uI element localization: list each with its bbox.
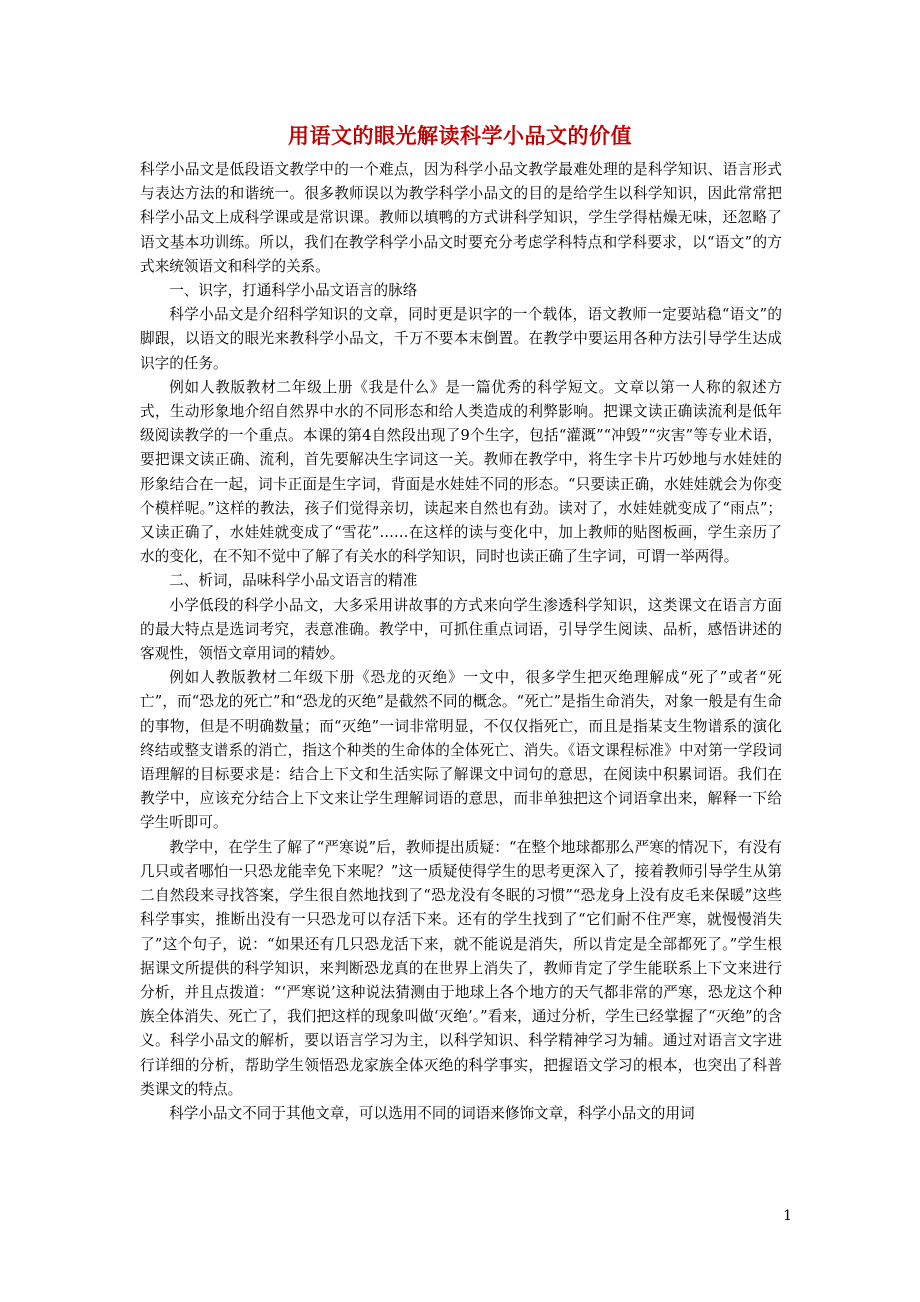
document-title: 用语文的眼光解读科学小品文的价值 <box>288 123 632 148</box>
section-heading-word-analysis: 二、析词，品味科学小品文语言的精准 <box>169 572 418 590</box>
intro-paragraph: 科学小品文是低段语文教学中的一个难点，因为科学小品文教学最难处理的是科学知识、语言形式与表达方法的和谐统一。很多教师误以为教学科学小品文的目的是给学生以科学知识，因此常常把科学小品文上成科学课或是常识课。教师以填鸭的方式讲科学知识，学生学得枯燥无味，还忽略了语文基本功训练。所以，我们在教学科学小品文时要充分考虑学科特点和学科要求，以“语文”的方式来统领语文和科学的关系。 <box>140 161 782 275</box>
body-paragraph: 科学小品文是介绍科学知识的文章，同时更是识字的一个载体，语文教师一定要站稳“语文”的脚跟，以语文的眼光来教科学小品文，千万不要本末倒置。在教学中要运用各种方法引导学生达成识字的任务。 <box>140 306 782 372</box>
body-paragraph: 科学小品文不同于其他文章，可以选用不同的词语来修饰文章，科学小品文的用词 <box>169 1104 695 1122</box>
body-paragraph: 教学中，在学生了解了“严寒说”后，教师提出质疑：“在整个地球都那么严寒的情况下，有没有几只或者哪怕一只恐龙能幸免下来呢？”这一质疑使得学生的思考更深入了，接着教师引导学生从第二自然段来寻找答案，学生很自然地找到了“恐龙没有冬眠的习惯”“恐龙身上没有皮毛来保暖”这些科学事实，推断出没有一只恐龙可以存活下来。还有的学生找到了“它们耐不住严寒，就慢慢消失了”这个句子，说：“如果还有几只恐龙活下来，就不能说是消失，所以肯定是全部都死了。”学生根据课文所提供的科学知识，来判断恐龙真的在世界上消失了，教师肯定了学生能联系上下文来进行分析，并且点拨道：“‘严寒说’这种说法猜测由于地球上各个地方的天气都非常的严寒，恐龙这个种族全体消失、死亡了，我们把这样的现象叫做‘灭绝’。”看来，通过分析，学生已经掌握了“灭绝”的含义。科学小品文的解析，要以语言学习为主，以科学知识、科学精神学习为辅。通过对语言文字进行详细的分析，帮助学生领悟恐龙家族全体灭绝的科学事实，把握语文学习的根本，也突出了科普类课文的特点。 <box>140 838 782 1098</box>
document-body <box>140 158 782 1126</box>
body-paragraph: 小学低段的科学小品文，大多采用讲故事的方式来向学生渗透科学知识，这类课文在语言方面的最大特点是选词考究，表意准确。教学中，可抓住重点词语，引导学生阅读、品析，感悟讲述的客观性，领悟文章用词的精妙。 <box>140 596 782 663</box>
page-number: 1 <box>783 1208 792 1224</box>
body-paragraph: 例如人教版教材二年级上册《我是什么》是一篇优秀的科学短文。文章以第一人称的叙述方式，生动形象地介绍自然界中水的不同形态和给人类造成的利弊影响。把课文读正确读流利是低年级阅读教学的一个重点。本课的第4自然段出现了9个生字，包括“灌溉”“冲毁”“灾害”等专业术语，要把课文读正确、流利，首先要解决生字词这一关。教师在教学中，将生字卡片巧妙地与水娃娃的形象结合在一起，词卡正面是生字词，背面是水娃娃不同的形态。“只要读正确，水娃娃就会为你变个模样呢。”这样的教法，孩子们觉得亲切，读起来自然也有劲。读对了，水娃娃就变成了“雨点”；又读正确了，水娃娃就变成了“雪花”……在这样的读与变化中，加上教师的贴图板画，学生亲历了水的变化，在不知不觉中了解了有关水的科学知识，同时也读正确了生字词，可谓一举两得。 <box>140 378 782 566</box>
section-heading-literacy: 一、识字，打通科学小品文语言的脉络 <box>169 282 418 300</box>
body-paragraph: 例如人教版教材二年级下册《恐龙的灭绝》一文中，很多学生把灭绝理解成“死了”或者“死亡”，而“恐龙的死亡”和“恐龙的灭绝”是截然不同的概念。“死亡”是指生命消失，对象一般是有生命的事物，但是不明确数量；而“灭绝”一词非常明显，不仅仅指死亡，而且是指某支生物谱系的演化终结或整支谱系的消亡，指这个种类的生命体的全体死亡、消失。《语文课程标准》中对第一学段词语理解的目标要求是：结合上下文和生活实际了解课文中词句的意思，在阅读中积累词语。我们在教学中，应该充分结合上下文来让学生理解词语的意思，而非单独把这个词语拿出来，解释一下给学生听即可。 <box>140 669 782 832</box>
